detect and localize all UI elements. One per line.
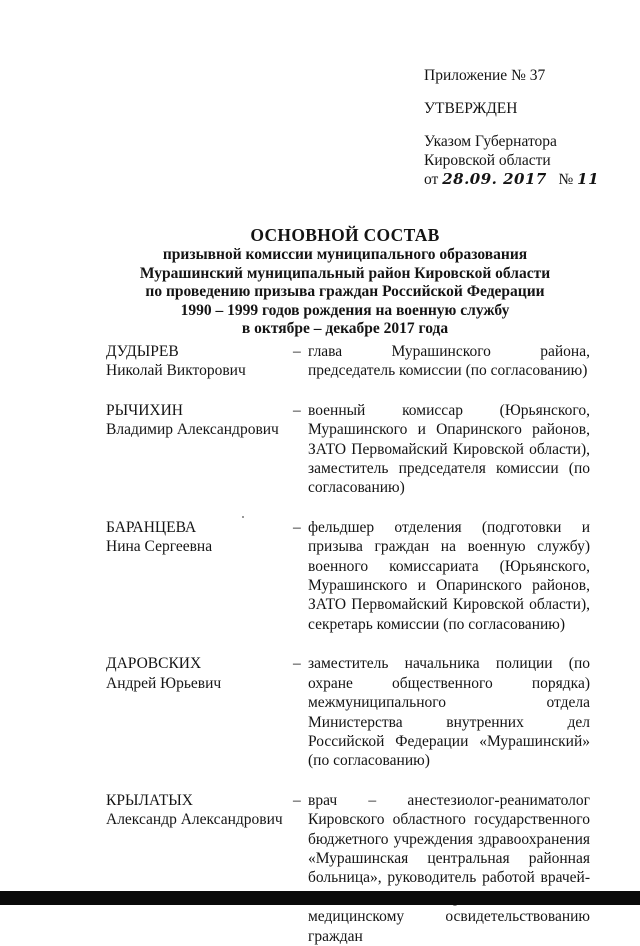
member-entry bbox=[106, 401, 606, 498]
member-dash: – bbox=[293, 655, 301, 673]
title-line-1: призывной комиссии муниципального образования bbox=[162, 246, 528, 263]
member-name bbox=[106, 654, 291, 693]
title-line-2: Мурашинский муниципальный район Кировской области bbox=[139, 264, 551, 282]
member-dash: – bbox=[293, 518, 301, 536]
member-surname: БАРАНЦЕВА bbox=[106, 518, 197, 536]
member-dash: – bbox=[293, 343, 301, 360]
member-entry bbox=[106, 342, 606, 381]
member-surname: ДУДЫРЕВ bbox=[106, 343, 179, 360]
date-prefix: от bbox=[424, 171, 439, 188]
handwritten-number: 11 bbox=[577, 170, 600, 188]
member-entry bbox=[106, 518, 606, 634]
title-line-3: по проведению призыва граждан Российской Федерации bbox=[145, 283, 545, 300]
member-name bbox=[106, 401, 291, 440]
appendix-label: Приложение № 37 bbox=[424, 67, 546, 84]
member-role: заместитель начальника полиции (по охране общественного порядка) межмуниципального отдела Министерства внутренних дел Российской Федерации «Мурашинский» (по согласованию) bbox=[308, 655, 590, 770]
title-line-5: в октябре – декабре 2017 года bbox=[241, 320, 449, 337]
number-prefix: № bbox=[558, 171, 574, 188]
document-title bbox=[90, 224, 600, 339]
member-given-name: Николай Викторович bbox=[106, 362, 246, 380]
scan-bottom-edge bbox=[0, 891, 640, 905]
member-entry bbox=[106, 791, 606, 946]
member-given-name: Андрей Юрьевич bbox=[106, 674, 222, 692]
member-dash: – bbox=[293, 791, 301, 809]
member-name bbox=[106, 518, 291, 557]
approval-block bbox=[424, 66, 624, 189]
member-surname: КРЫЛАТЫХ bbox=[106, 791, 193, 809]
scan-speck bbox=[242, 516, 244, 518]
member-dash: – bbox=[293, 401, 301, 419]
title-main: ОСНОВНОЙ СОСТАВ bbox=[250, 225, 440, 245]
member-role: глава Мурашинского района, председатель комиссии (по согласованию) bbox=[308, 343, 590, 380]
member-name bbox=[106, 342, 291, 381]
title-line-4: 1990 – 1999 годов рождения на военную службу bbox=[180, 301, 510, 319]
member-given-name: Александр Александрович bbox=[106, 811, 283, 829]
member-role: фельдшер отделения (подготовки и призыва граждан на военную службу) военного комиссариата (Юрьянского, Мурашинского и Опаринского районов, ЗАТО Первомайский Кировской области), секретарь комиссии (по согласованию) bbox=[308, 518, 590, 633]
decree-line-1: Указом Губернатора bbox=[424, 133, 557, 150]
member-role: военный комиссар (Юрьянского, Мурашинского и Опаринского районов, ЗАТО Первомайский Кировской области), заместитель председателя комиссии (по согласованию) bbox=[308, 401, 590, 497]
handwritten-date: 28.09. 2017 bbox=[442, 170, 547, 188]
member-name bbox=[106, 791, 291, 830]
members-list bbox=[106, 342, 606, 946]
member-role: врач – анестезиолог-реаниматолог Кировского областного государственного бюджетного учреждения здравоохранения «Мурашинская центральная районная больница», руководитель работой врачей- медицинскому освидетельствованию граждан bbox=[308, 791, 590, 945]
member-entry bbox=[106, 654, 606, 770]
decree-line-2: Кировской области bbox=[424, 152, 551, 169]
member-surname: ДАРОВСКИХ bbox=[106, 655, 202, 673]
approved-label: УТВЕРЖДЕН bbox=[424, 100, 518, 117]
decree-date-line bbox=[424, 170, 624, 189]
member-given-name: Нина Сергеевна bbox=[106, 538, 213, 556]
member-surname: РЫЧИХИН bbox=[106, 401, 183, 419]
member-given-name: Владимир Александрович bbox=[106, 421, 279, 439]
